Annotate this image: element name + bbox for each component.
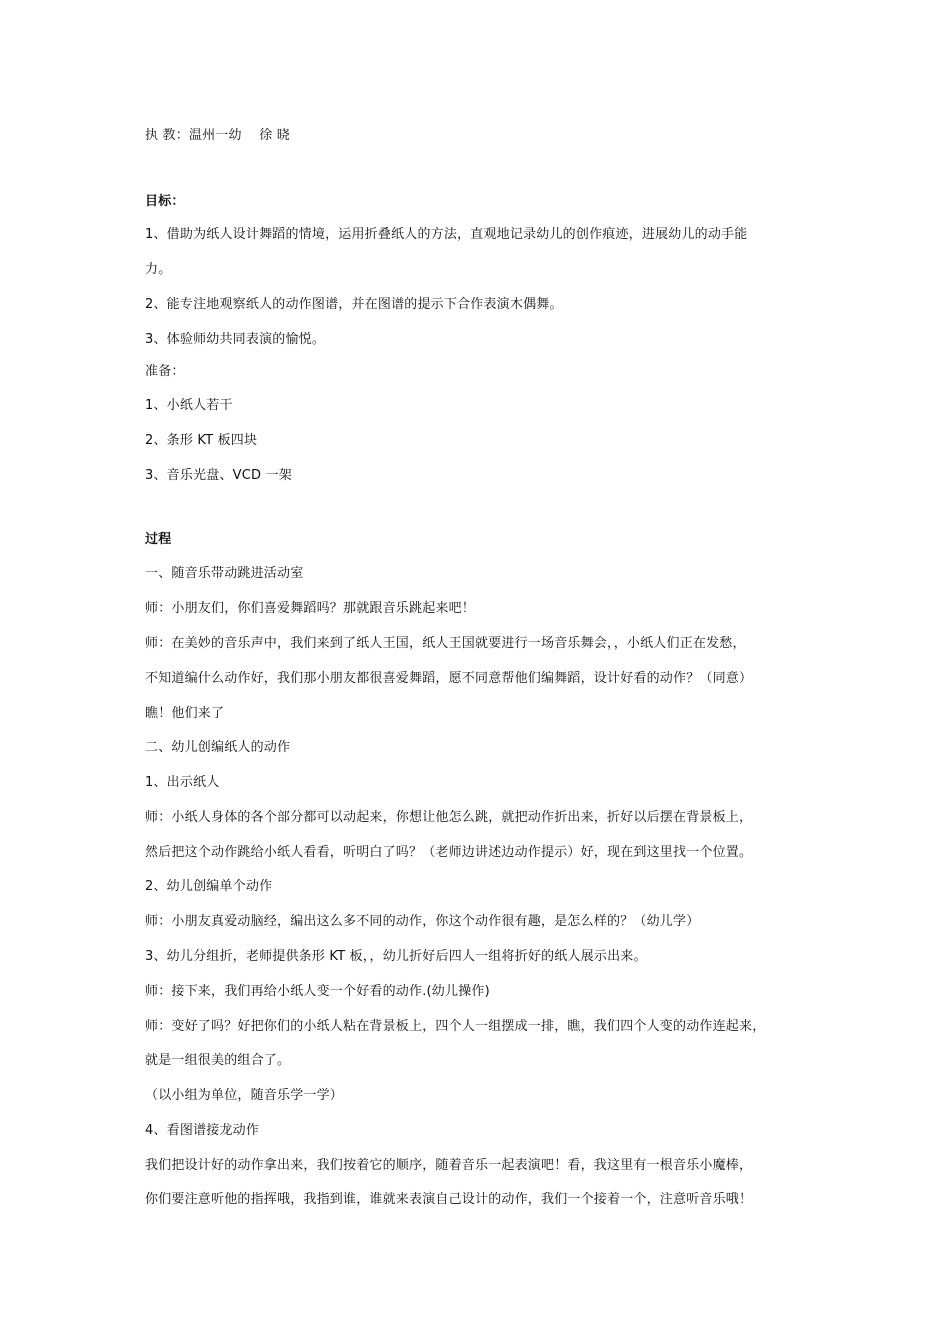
process-section-1: 一、随音乐带动跳进活动室 xyxy=(145,566,304,581)
section-1-paragraph-2-line-1: 师：在美妙的音乐声中，我们来到了纸人王国，纸人王国就要进行一场音乐舞会，，小纸人们正在发愁， xyxy=(145,636,746,651)
section-1-paragraph-1: 师：小朋友们，你们喜爱舞蹈吗？那就跟音乐跳起来吧！ xyxy=(145,601,476,616)
teacher-line: 执 教：温州一幼 徐 晓 xyxy=(145,128,290,143)
section-2-item-3-paragraph-1: 师：接下来，我们再给小纸人变一个好看的动作.(幼儿操作) xyxy=(145,984,490,999)
section-2-item-3-paragraph-2-line-2: 就是一组很美的组合了。 xyxy=(145,1053,291,1068)
section-2-item-3-paragraph-2-line-1: 师：变好了吗？好把你们的小纸人粘在背景板上，四个人一组摆成一排，瞧，我们四个人变的动作连起来， xyxy=(145,1019,766,1034)
prep-item-1: 1、小纸人若干 xyxy=(145,398,233,413)
process-section-2: 二、幼儿创编纸人的动作 xyxy=(145,740,291,755)
section-1-paragraph-2-line-3: 瞧！他们来了 xyxy=(145,706,225,721)
goal-item-3: 3、体验师幼共同表演的愉悦。 xyxy=(145,332,326,347)
prep-item-3: 3、音乐光盘、VCD 一架 xyxy=(145,468,292,483)
section-2-item-4-paragraph-line-2: 你们要注意听他的指挥哦，我指到谁，谁就来表演自己设计的动作，我们一个接着一个，注意听音乐哦！ xyxy=(145,1192,753,1207)
section-2-item-1: 1、出示纸人 xyxy=(145,775,220,790)
section-2-item-4-paragraph-line-1: 我们把设计好的动作拿出来，我们按着它的顺序，随着音乐一起表演吧！看，我这里有一根音乐小魔棒， xyxy=(145,1158,753,1173)
goals-heading: 目标： xyxy=(145,194,185,209)
prep-item-2: 2、条形 KT 板四块 xyxy=(145,433,258,448)
section-2-item-1-paragraph-line-2: 然后把这个动作跳给小纸人看看，听明白了吗？（老师边讲述边动作提示）好，现在到这里找一个位置。 xyxy=(145,845,753,860)
section-2-item-4: 4、看图谱接龙动作 xyxy=(145,1123,260,1138)
process-heading: 过程 xyxy=(145,532,172,547)
prep-heading: 准备： xyxy=(145,364,185,379)
goal-item-1-line-1: 1、借助为纸人设计舞蹈的情境，运用折叠纸人的方法，直观地记录幼儿的创作痕迹，进展幼儿的动手能 xyxy=(145,227,748,242)
section-2-item-3-note: （以小组为单位，随音乐学一学） xyxy=(145,1088,344,1103)
section-1-paragraph-2-line-2: 不知道编什么动作好，我们那小朋友都很喜爱舞蹈，愿不同意帮他们编舞蹈，设计好看的动作？（同意） xyxy=(145,671,753,686)
section-2-item-1-paragraph-line-1: 师：小纸人身体的各个部分都可以动起来，你想让他怎么跳，就把动作折出来，折好以后摆在背景板上， xyxy=(145,810,753,825)
document-page xyxy=(145,0,835,1344)
goal-item-2: 2、能专注地观察纸人的动作图谱，并在图谱的提示下合作表演木偶舞。 xyxy=(145,297,563,312)
section-2-item-2: 2、幼儿创编单个动作 xyxy=(145,879,273,894)
section-2-item-2-paragraph: 师：小朋友真爱动脑经，编出这么多不同的动作，你这个动作很有趣，是怎么样的？（幼儿学） xyxy=(145,914,700,929)
section-2-item-3: 3、幼儿分组折，老师提供条形 KT 板，，幼儿折好后四人一组将折好的纸人展示出来。 xyxy=(145,949,647,964)
goal-item-1-line-2: 力。 xyxy=(145,262,172,277)
